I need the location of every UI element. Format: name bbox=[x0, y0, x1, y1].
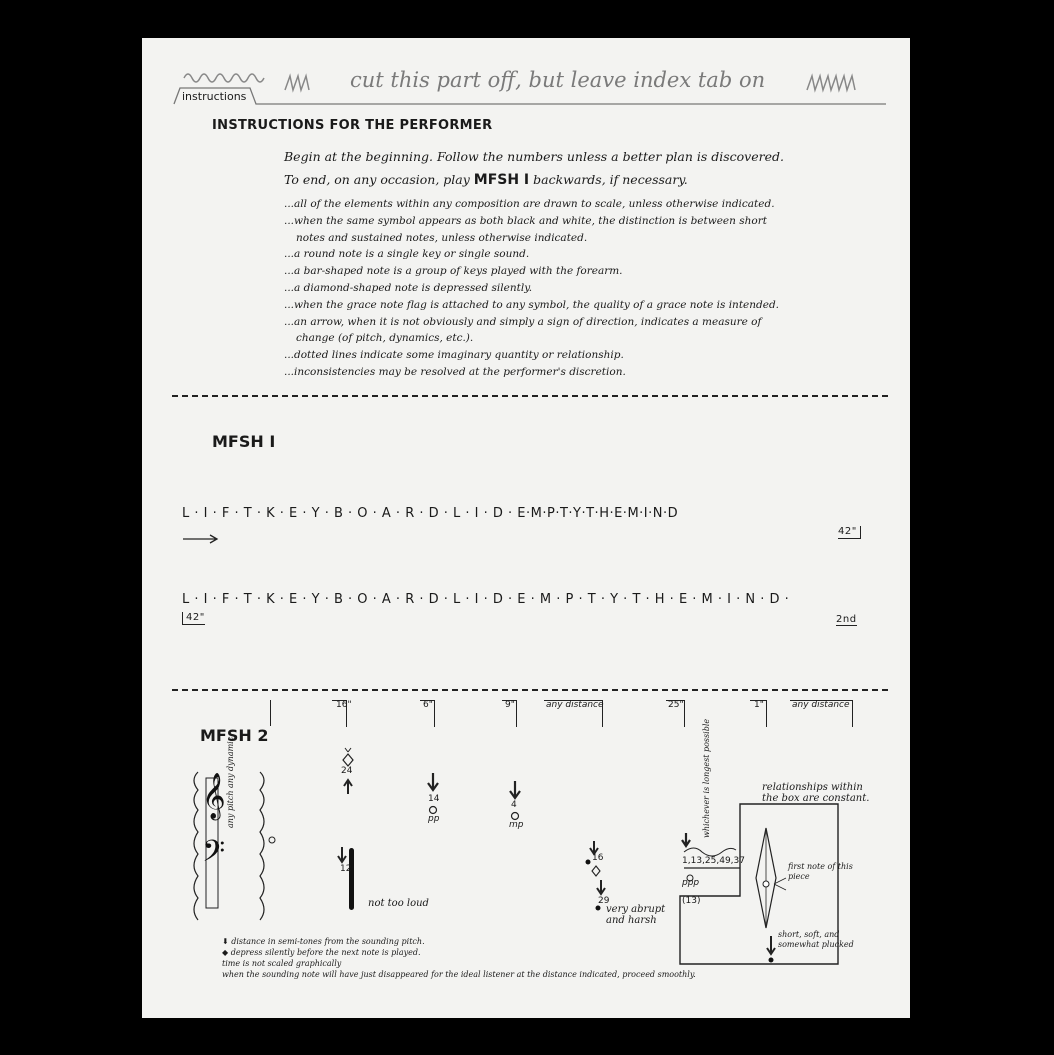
divider-1 bbox=[172, 395, 888, 397]
bass-clef-icon: 𝄢 bbox=[202, 835, 226, 876]
note-16: 16 bbox=[592, 853, 604, 863]
index-tab-label[interactable]: instructions bbox=[182, 90, 247, 103]
bracket-label: 25" bbox=[668, 700, 684, 710]
bracket-label: 1" bbox=[754, 700, 764, 710]
legend-item: time is not scaled graphically bbox=[222, 959, 342, 968]
divider-2 bbox=[172, 689, 888, 691]
instruction-item: ...a round note is a single key or single sound. bbox=[284, 248, 530, 261]
scribble-right bbox=[804, 72, 884, 94]
instruction-item: ...a diamond-shaped note is depressed silently. bbox=[284, 281, 533, 294]
time-bracket bbox=[544, 700, 603, 727]
instruction-item: ...when the same symbol appears as both black and white, the distinction is between short bbox=[284, 214, 767, 227]
note-4: 4 bbox=[511, 800, 517, 810]
line2-after: backwards, if necessary. bbox=[533, 172, 688, 187]
mfsh1-line2-end: 2nd bbox=[836, 614, 857, 625]
time-bracket bbox=[790, 700, 853, 727]
bar-note-icon bbox=[336, 846, 360, 912]
arrow-right-icon bbox=[182, 534, 222, 544]
instruction-item: ...inconsistencies may be resolved at the performer's discretion. bbox=[284, 365, 626, 378]
mfsh1-line2: L · I · F · T · K · E · Y · B · O · A · R · D · L · I · D · E · M · P · T · Y · T · H · E · M · I · N · D · bbox=[182, 592, 790, 607]
relationships-note: relationships within the box are constant. bbox=[762, 782, 870, 804]
short-soft: short, soft, and somewhat plucked bbox=[778, 930, 854, 949]
legend-item bbox=[222, 947, 696, 958]
first-note: first note of this piece bbox=[788, 862, 853, 881]
legend-item bbox=[222, 936, 696, 947]
time-bracket bbox=[750, 700, 767, 727]
mfsh1-line2-start: 42" bbox=[182, 612, 205, 625]
legend-item: when the sounding note will have just disappeared for the ideal listener at the distance indicated, proceed smoothly. bbox=[222, 970, 696, 979]
instructions-line2 bbox=[284, 172, 688, 188]
bracket-label: 9" bbox=[505, 700, 515, 710]
mfsh1-line1: L · I · F · T · K · E · Y · B · O · A · R · D · L · I · D · E·M·P·T·Y·T·H·E·M·I·N·D bbox=[182, 506, 679, 521]
line2-bold: MFSH I bbox=[473, 172, 530, 188]
bracket-label: any distance bbox=[792, 700, 850, 710]
relationship-box bbox=[678, 798, 858, 978]
instruction-item: ...all of the elements within any composition are drawn to scale, unless otherwise indicated. bbox=[284, 198, 775, 210]
instruction-item: ...an arrow, when it is not obviously and simply a sign of direction, indicates a measure of bbox=[284, 315, 762, 328]
time-bracket bbox=[502, 700, 517, 727]
instruction-item: change (of pitch, dynamics, etc.). bbox=[296, 332, 474, 345]
bracket-label: any distance bbox=[546, 700, 604, 710]
legend-diamond-icon: ◆ bbox=[222, 948, 229, 957]
instruction-item: ...a bar-shaped note is a group of keys played with the forearm. bbox=[284, 265, 623, 278]
bracket-label: 16" bbox=[336, 700, 352, 710]
time-bracket-0 bbox=[252, 700, 271, 726]
line2-before: To end, on any occasion, play bbox=[284, 172, 470, 187]
legend-arrow-icon: ⬇ bbox=[222, 937, 229, 946]
circled-13: (13) bbox=[682, 896, 701, 906]
header-note: cut this part off, but leave index tab on bbox=[350, 68, 766, 92]
time-bracket bbox=[666, 700, 685, 727]
score-page bbox=[142, 38, 910, 1018]
mfsh1-line1-end: 42" bbox=[838, 526, 861, 539]
down-arrow-icon bbox=[508, 780, 522, 802]
sequence: 1,13,25,49,37 bbox=[682, 856, 745, 866]
legend-text: distance in semi-tones from the sounding pitch. bbox=[231, 937, 425, 946]
instructions-title: INSTRUCTIONS FOR THE PERFORMER bbox=[212, 118, 493, 133]
instructions-line1: Begin at the beginning. Follow the numbers unless a better plan is discovered. bbox=[284, 149, 784, 164]
very-abrupt: very abrupt and harsh bbox=[606, 904, 666, 926]
dyn-mp: mp bbox=[509, 820, 524, 830]
note-14: 14 bbox=[428, 794, 440, 804]
instruction-item: ...when the grace note flag is attached to any symbol, the quality of a grace note is intended. bbox=[284, 298, 780, 311]
mfsh2-title: MFSH 2 bbox=[200, 726, 269, 745]
not-too-loud: not too loud bbox=[368, 898, 429, 909]
clef-text: any pitch any dynamic bbox=[226, 736, 235, 828]
diamond-num: 24 bbox=[341, 766, 353, 776]
note-12: 12 bbox=[340, 864, 352, 874]
down-arrow-icon bbox=[426, 772, 440, 794]
instruction-item: notes and sustained notes, unless otherwise indicated. bbox=[296, 231, 588, 244]
time-bracket bbox=[420, 700, 435, 727]
note-29: 29 bbox=[598, 896, 610, 906]
vertical-note: whichever is longest possible bbox=[702, 718, 711, 838]
mfsh1-title: MFSH I bbox=[212, 432, 276, 451]
dyn-pp: pp bbox=[428, 814, 440, 824]
scribble-mid bbox=[282, 72, 322, 94]
bracket-label: 6" bbox=[423, 700, 433, 710]
legend bbox=[222, 936, 696, 980]
instruction-item: ...dotted lines indicate some imaginary quantity or relationship. bbox=[284, 349, 624, 362]
legend-text: depress silently before the next note is played. bbox=[230, 948, 421, 957]
dyn-ppp: ppp bbox=[682, 878, 700, 888]
treble-clef-icon: 𝄞 bbox=[202, 773, 226, 819]
instruction-list bbox=[284, 196, 779, 381]
time-bracket bbox=[332, 700, 352, 727]
